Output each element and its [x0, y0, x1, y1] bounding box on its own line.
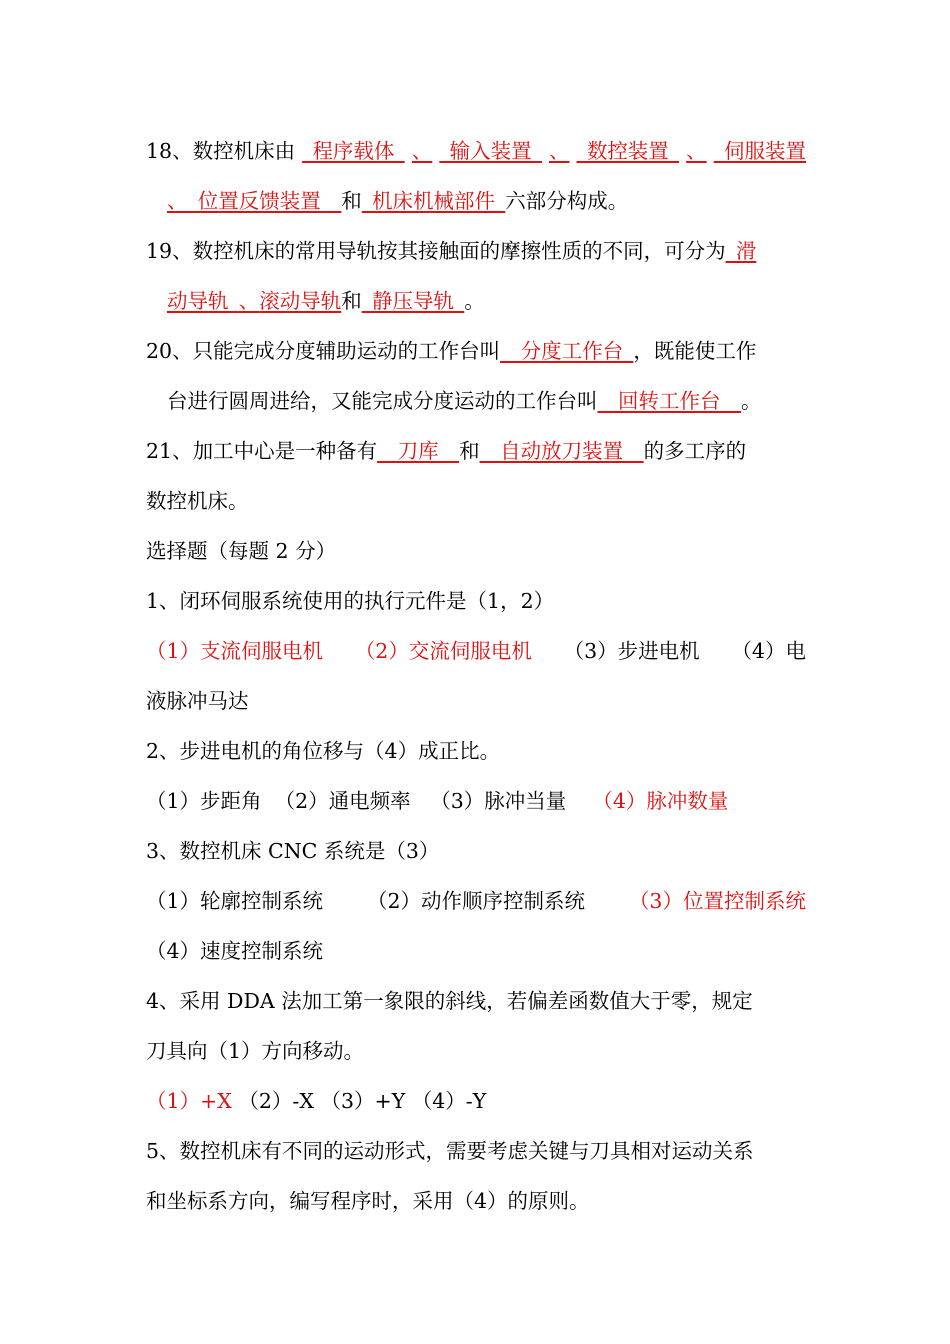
q18-answer-5: _位置反馈装置__: [187, 189, 342, 213]
q21-and: 和: [459, 439, 480, 463]
q19-line-2: [167, 276, 485, 326]
q19-sep-1: 、: [238, 289, 260, 313]
c2-option-1: （1）步距角: [146, 789, 262, 813]
q19-end: 。: [464, 289, 485, 313]
q21-text: 21、加工中心是一种备有: [146, 439, 378, 463]
q20-text-2: 台进行圆周进给，又能完成分度运动的工作台叫: [167, 389, 598, 413]
q18-answer-2: _输入装置_: [439, 139, 542, 163]
c4-option-4: （4）-Y: [411, 1089, 487, 1113]
q19-answer-1b: 动导轨_: [167, 289, 239, 313]
q18-line-1: [146, 126, 806, 176]
c1-option-2: （2）交流伺服电机: [354, 639, 532, 663]
q20-end: 。: [741, 389, 762, 413]
q21-line-1: [146, 426, 746, 476]
c2-option-3: （3）脉冲当量: [430, 789, 567, 813]
q18-answer-6: _机床机械部件_: [361, 189, 506, 213]
q20-text-b: ，既能使工作: [633, 339, 757, 363]
c4-stem-1: 4、采用 DDA 法加工第一象限的斜线，若偏差函数值大于零，规定: [146, 989, 753, 1013]
c1-option-4b: 液脉冲马达: [146, 689, 249, 713]
q21-answer-2: __自动放刀装置__: [479, 439, 644, 463]
q19-and: 和: [341, 289, 362, 313]
q20-answer-2: __回转工作台__: [597, 389, 741, 413]
q18-end: 六部分构成。: [505, 189, 629, 213]
q21-answer-1: __刀库__: [377, 439, 460, 463]
c2-option-4: （4）脉冲数量: [592, 789, 729, 813]
c3-option-4: （4）速度控制系统: [146, 939, 324, 963]
c3-option-2: （2）动作顺序控制系统: [366, 889, 586, 913]
q18-answer-4: _伺服装置: [713, 139, 806, 163]
q19-text: 19、数控机床的常用导轨按其接触面的摩擦性质的不同，可分为: [146, 239, 726, 263]
c3-options: [146, 876, 806, 926]
q18-sep-2: 、: [548, 139, 570, 163]
c3-option-1: （1）轮廓控制系统: [146, 889, 324, 913]
q20-line-2: [167, 376, 762, 426]
c4-option-2: （2）-X: [238, 1089, 314, 1113]
q18-answer-3: _数控装置_: [576, 139, 680, 163]
q20-line-1: [146, 326, 756, 376]
q18-answer-1: _程序载体_: [302, 139, 405, 163]
q19-line-1: [146, 226, 756, 276]
q19-answer-2: 滚动导轨: [259, 289, 342, 313]
q18-and: 和: [341, 189, 362, 213]
c1-options: [146, 626, 806, 676]
c2-option-2: （2）通电频率: [274, 789, 411, 813]
q20-answer-1: __分度工作台_: [500, 339, 634, 363]
q21-line-2: 数控机床。: [146, 489, 249, 513]
q18-text: 18、数控机床由: [146, 139, 296, 163]
c5-stem-1: 5、数控机床有不同的运动形式，需要考虑关键与刀具相对运动关系: [146, 1139, 754, 1163]
c4-options: [146, 1076, 486, 1126]
c2-options: [146, 776, 728, 826]
q18-sep-1: 、: [411, 139, 433, 163]
c4-option-3: （3）+Y: [320, 1089, 406, 1113]
q18-sep-3: 、: [686, 139, 707, 163]
q18-line-2: [167, 176, 628, 226]
q19-answer-3: _静压导轨_: [361, 289, 465, 313]
c1-option-3: （3）步进电机: [563, 639, 700, 663]
c1-option-4a: （4）电: [731, 639, 806, 663]
c1-option-1: （1）支流伺服电机: [146, 639, 324, 663]
c1-stem: 1、闭环伺服系统使用的执行元件是（1，2）: [146, 589, 555, 613]
c2-stem: 2、步进电机的角位移与（4）成正比。: [146, 739, 501, 763]
c5-stem-2: 和坐标系方向，编写程序时，采用（4）的原则。: [146, 1189, 590, 1213]
c4-stem-2: 刀具向（1）方向移动。: [146, 1039, 365, 1063]
q18-sep-4: 、: [167, 189, 188, 213]
c3-option-3: （3）位置控制系统: [628, 889, 806, 913]
q20-text: 20、只能完成分度辅助运动的工作台叫: [146, 339, 501, 363]
c3-stem: 3、数控机床 CNC 系统是（3）: [146, 839, 440, 863]
c4-option-1: （1）+X: [146, 1089, 232, 1113]
q19-answer-1a: _滑: [725, 239, 757, 263]
q21-text-b: 的多工序的: [643, 439, 747, 463]
section-title: 选择题（每题 2 分）: [146, 539, 337, 563]
